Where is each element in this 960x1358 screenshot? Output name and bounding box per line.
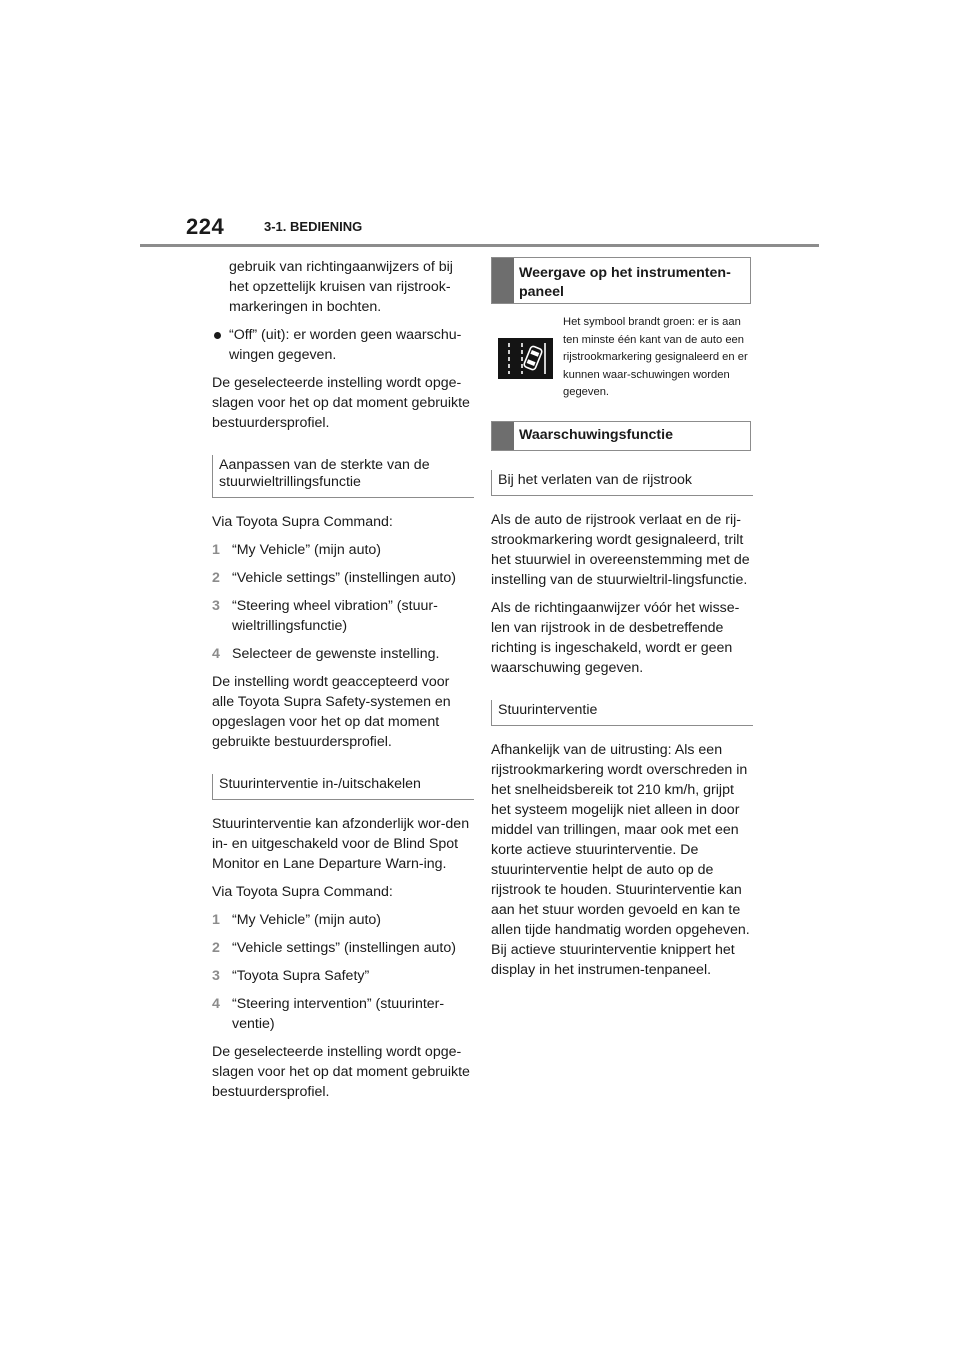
step-text: “Steering wheel vibration” (stuur-wieltrillingsfunctie)	[232, 598, 438, 634]
step-item	[212, 938, 474, 958]
box-heading-warning-function	[491, 421, 751, 451]
step-text: “Vehicle settings” (instellingen auto)	[232, 940, 456, 956]
paragraph-equipment: Afhankelijk van de uitrusting: Als een rijstrookmarkering wordt overschreden in het snelheidsbereik tot 210 km/h, grijpt het systeem mogelijk niet alleen in door middel van trillingen, maar ook met een korte actieve stuurinterventie. De stuurinterventie helpt de auto op de rijstrook te houden. Stuurinterventie kan aan het stuur worden gevoeld en kan te allen tijde handmatig worden opgeheven. Bij actieve stuurinterventie knippert het display in het instrumen-tenpaneel.	[491, 742, 750, 978]
paragraph-accepted: De instelling wordt geaccepteerd voor alle Toyota Supra Safety-systemen en opgeslagen voor het op dat moment gebruikte bestuurdersprofiel.	[212, 674, 451, 750]
step-item	[212, 596, 474, 636]
subheading-steering-intervention-toggle: Stuurinterventie in-/uitschakelen	[212, 774, 474, 800]
section-title: 3-1. BEDIENING	[264, 219, 363, 234]
box-heading-instrument-panel	[491, 257, 751, 304]
step-text: “Toyota Supra Safety”	[232, 968, 370, 984]
step-item	[212, 994, 474, 1034]
right-column	[491, 452, 753, 988]
step-number: 1	[212, 542, 220, 558]
via-command-1: Via Toyota Supra Command:	[212, 514, 393, 530]
step-number: 4	[212, 646, 220, 662]
step-text: “My Vehicle” (mijn auto)	[232, 912, 382, 928]
step-text: “Vehicle settings” (instellingen auto)	[232, 570, 456, 586]
step-item	[212, 644, 474, 664]
left-column	[212, 257, 474, 1110]
lane-departure-icon	[498, 338, 553, 379]
step-item	[212, 568, 474, 588]
step-text: “My Vehicle” (mijn auto)	[232, 542, 382, 558]
step-text: Selecteer de gewenste instelling.	[232, 646, 440, 662]
paragraph-leaving-lane: Als de auto de rijstrook verlaat en de rij-strookmarkering wordt gesignaleerd, trilt het stuurwiel in overeenstemming met de instelling van de stuurwieltril-lingsfunctie.	[491, 512, 750, 588]
step-item	[212, 910, 474, 930]
step-item	[212, 966, 474, 986]
paragraph-saved-2: De geselecteerde instelling wordt opge-slagen voor het op dat moment gebruikte bestuurdersprofiel.	[212, 1044, 470, 1100]
box-heading-text: Waarschuwingsfunctie	[519, 427, 673, 443]
step-item	[212, 540, 474, 560]
step-number: 1	[212, 912, 220, 928]
box-heading-bar	[492, 258, 514, 303]
symbol-description: Het symbool brandt groen: er is aan ten minste één kant van de auto een rijstrookmarkering gesignaleerd en er kunnen waar-schuwingen worden gegeven.	[563, 316, 748, 398]
bullet-off: “Off” (uit): er worden geen waarschu-wingen gegeven.	[212, 325, 474, 365]
step-number: 4	[212, 996, 220, 1012]
step-number: 3	[212, 598, 220, 614]
subheading-vibration-strength: Aanpassen van de sterkte van de stuurwieltrillingsfunctie	[212, 455, 474, 498]
box-heading-text: Weergave op het instrumenten-paneel	[519, 265, 731, 300]
subheading-steering-intervention: Stuurinterventie	[491, 700, 753, 726]
paragraph-saved: De geselecteerde instelling wordt opge-slagen voor het op dat moment gebruikte bestuurdersprofiel.	[212, 375, 470, 431]
page-number: 224	[186, 214, 225, 239]
continued-text: gebruik van richtingaanwijzers of bij het opzettelijk kruisen van rijstrook-markeringen in bochten.	[229, 259, 453, 315]
header-rule	[140, 244, 819, 247]
paragraph-intervention: Stuurinterventie kan afzonderlijk wor-den in- en uitgeschakeld voor de Blind Spot Monitor en Lane Departure Warn-ing.	[212, 816, 470, 872]
paragraph-indicator: Als de richtingaanwijzer vóór het wisse-len van rijstrook in de desbetreffende richting is ingeschakeld, wordt er geen waarschuwing gegeven.	[491, 600, 740, 676]
subheading-leaving-lane: Bij het verlaten van de rijstrook	[491, 470, 753, 496]
via-command-2: Via Toyota Supra Command:	[212, 884, 393, 900]
step-text: “Steering intervention” (stuurinter-ventie)	[232, 996, 445, 1032]
step-number: 3	[212, 968, 220, 984]
step-number: 2	[212, 570, 220, 586]
step-number: 2	[212, 940, 220, 956]
box-heading-bar	[492, 422, 514, 450]
